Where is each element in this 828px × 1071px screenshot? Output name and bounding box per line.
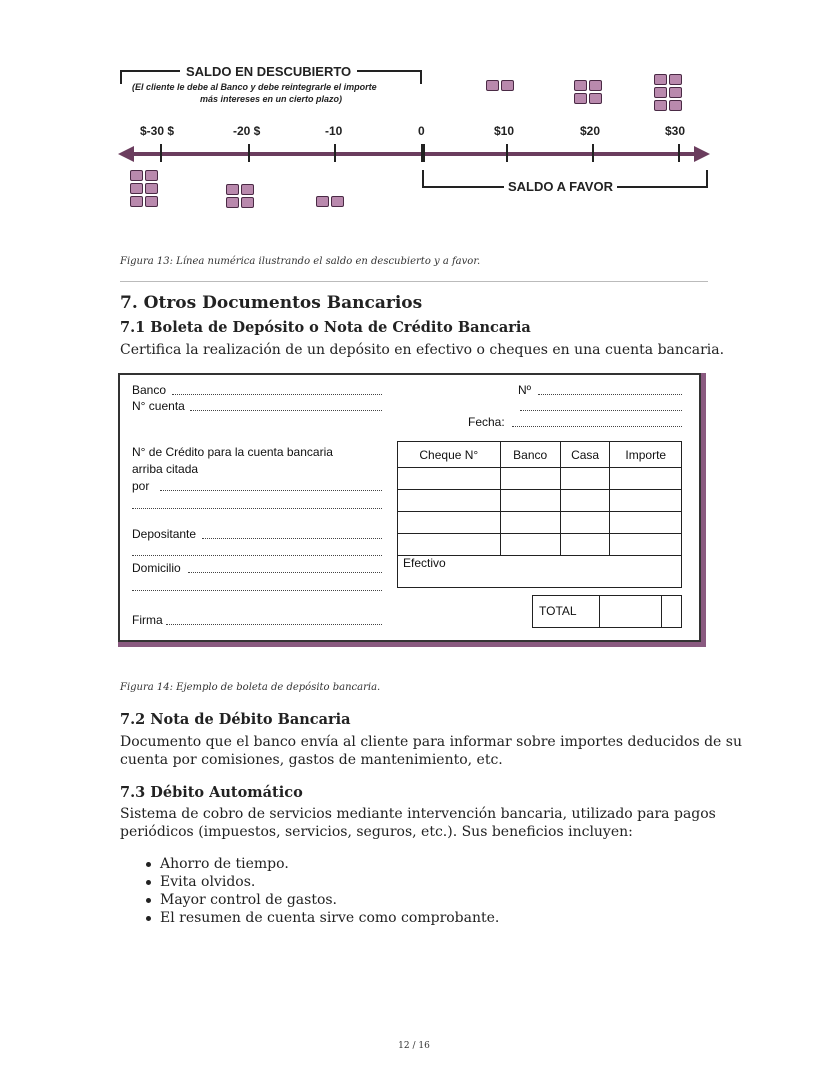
favor-label: SALDO A FAVOR [504, 179, 617, 194]
form-label: Banco [132, 383, 167, 397]
number-line-axis [126, 152, 706, 156]
money-icon [316, 196, 344, 207]
form-label: arriba citada [132, 462, 199, 476]
subsection-heading: 7.1 Boleta de Depósito o Nota de Crédito Bancaria [120, 319, 531, 336]
deposit-slip-figure [118, 373, 706, 647]
divider [120, 281, 708, 282]
paragraph: Certifica la realización de un depósito en efectivo o cheques en una cuenta bancaria. [120, 342, 725, 358]
form-label: Firma [132, 613, 163, 627]
tick-label: $10 [494, 124, 515, 138]
subsection-heading: 7.3 Débito Automático [120, 784, 303, 801]
tick-label: $20 [580, 124, 601, 138]
arrow-left-icon [118, 146, 134, 162]
paragraph: cuenta por comisiones, gastos de mantenimiento, etc. [120, 752, 503, 768]
overdraft-title: SALDO EN DESCUBIERTO [180, 64, 357, 79]
list-item: El resumen de cuenta sirve como comprobante. [140, 909, 499, 927]
list-item: Ahorro de tiempo. [140, 855, 499, 873]
number-line-figure [118, 62, 710, 227]
form-label: Domicilio [132, 561, 181, 575]
tick-label: 0 [418, 124, 425, 138]
money-icon [486, 80, 514, 91]
tick-label: $30 [665, 124, 686, 138]
money-icon [654, 74, 682, 111]
form-label: Fecha: [468, 415, 505, 429]
tick-label: -20 $ [233, 124, 261, 138]
page-number: 12 / 16 [398, 1041, 430, 1051]
tick-label: -10 [325, 124, 343, 138]
subsection-heading: 7.2 Nota de Débito Bancaria [120, 711, 351, 728]
efectivo-row: Efectivo [398, 556, 682, 588]
overdraft-note: más intereses en un cierto plazo) [200, 94, 343, 104]
paragraph: Sistema de cobro de servicios mediante intervención bancaria, utilizado para pagos [120, 806, 716, 822]
column-header: Banco [500, 442, 560, 468]
column-header: Cheque N° [398, 442, 501, 468]
form-label: Depositante [132, 527, 197, 541]
cheque-table [397, 441, 682, 588]
form-label: N° cuenta [132, 399, 185, 413]
total-box [532, 595, 682, 628]
section-heading: 7. Otros Documentos Bancarios [120, 293, 423, 313]
figure-caption: Figura 14: Ejemplo de boleta de depósito bancaria. [120, 682, 381, 693]
form-label: Nº [518, 383, 532, 397]
money-icon [574, 80, 602, 104]
form-label: por [132, 479, 150, 493]
list-item: Mayor control de gastos. [140, 891, 499, 909]
benefits-list [140, 855, 499, 927]
list-item: Evita olvidos. [140, 873, 499, 891]
form-label: N° de Crédito para la cuenta bancaria [132, 445, 333, 459]
paragraph: Documento que el banco envía al cliente para informar sobre importes deducidos de su [120, 734, 742, 750]
figure-caption: Figura 13: Línea numérica ilustrando el saldo en descubierto y a favor. [120, 256, 481, 267]
arrow-right-icon [694, 146, 710, 162]
total-label: TOTAL [539, 604, 577, 618]
money-icon [130, 170, 158, 207]
money-icon [226, 184, 254, 208]
overdraft-note: (El cliente le debe al Banco y debe reintegrarle el importe [132, 82, 377, 92]
column-header: Importe [610, 442, 682, 468]
paragraph: periódicos (impuestos, servicios, seguros, etc.). Sus beneficios incluyen: [120, 824, 633, 840]
tick-label: $-30 $ [140, 124, 175, 138]
column-header: Casa [560, 442, 610, 468]
